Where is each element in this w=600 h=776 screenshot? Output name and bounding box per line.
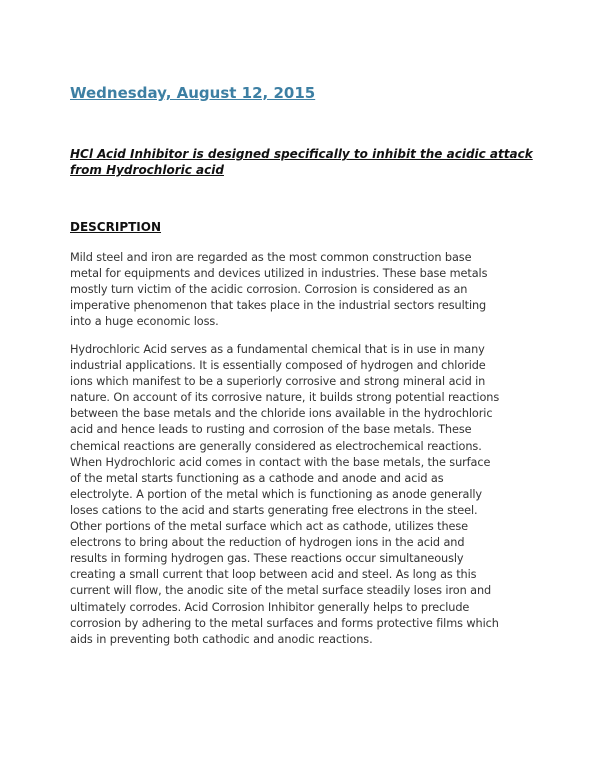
- post-date-link[interactable]: Wednesday, August 12, 2015: [70, 84, 316, 102]
- paragraph-1: [70, 250, 530, 330]
- paragraph-line: Mild steel and iron are regarded as the most common construction base: [70, 251, 472, 264]
- paragraph-line: acid and hence leads to rusting and corrosion of the base metals. These: [70, 423, 472, 437]
- paragraph-line: industrial applications. It is essentially composed of hydrogen and chloride: [70, 359, 486, 373]
- paragraph-2: [70, 342, 530, 648]
- paragraph-line: between the base metals and the chloride ions available in the hydrochloric: [70, 407, 493, 421]
- paragraph-line: electrons to bring about the reduction of hydrogen ions in the acid and: [70, 536, 465, 550]
- paragraph-line: corrosion by adhering to the metal surfaces and forms protective films which: [70, 616, 499, 630]
- paragraph-line: electrolyte. A portion of the metal which is functioning as anode generally: [70, 487, 482, 501]
- paragraph-line: Other portions of the metal surface which act as cathode, utilizes these: [70, 520, 469, 534]
- paragraph-line: creating a small current that loop between acid and steel. As long as this: [70, 568, 477, 582]
- paragraph-line: ultimately corrodes. Acid Corrosion Inhibitor generally helps to preclude: [70, 600, 470, 614]
- paragraph-line: aids in preventing both cathodic and anodic reactions.: [70, 632, 373, 646]
- paragraph-line: nature. On account of its corrosive nature, it builds strong potential reactions: [70, 391, 500, 405]
- paragraph-line: When Hydrochloric acid comes in contact with the base metals, the surface: [70, 455, 491, 469]
- paragraph-line: ions which manifest to be a superiorly corrosive and strong mineral acid in: [70, 375, 486, 389]
- paragraph-line: imperative phenomenon that takes place in the industrial sectors resulting: [70, 299, 487, 313]
- paragraph-line: results in forming hydrogen gas. These reactions occur simultaneously: [70, 552, 464, 566]
- subtitle-line: from Hydrochloric acid: [70, 163, 224, 177]
- paragraph-line: chemical reactions are generally considered as electrochemical reactions.: [70, 439, 482, 453]
- paragraph-line: Hydrochloric Acid serves as a fundamental chemical that is in use in many: [70, 343, 485, 356]
- paragraph-line: metal for equipments and devices utilized in industries. These base metals: [70, 267, 488, 281]
- paragraph-line: current will flow, the anodic site of the metal surface steadily loses iron and: [70, 584, 492, 598]
- paragraph-line: of the metal starts functioning as a cathode and anode and acid as: [70, 471, 444, 485]
- subtitle-line: HCl Acid Inhibitor is designed specifically to inhibit the acidic attack: [70, 147, 533, 161]
- post-subtitle: [70, 146, 533, 178]
- section-heading-description: DESCRIPTION: [70, 220, 162, 234]
- paragraph-line: mostly turn victim of the acidic corrosion. Corrosion is considered as an: [70, 283, 468, 297]
- paragraph-line: loses cations to the acid and starts generating free electrons in the steel.: [70, 503, 478, 517]
- paragraph-line: into a huge economic loss.: [70, 315, 219, 329]
